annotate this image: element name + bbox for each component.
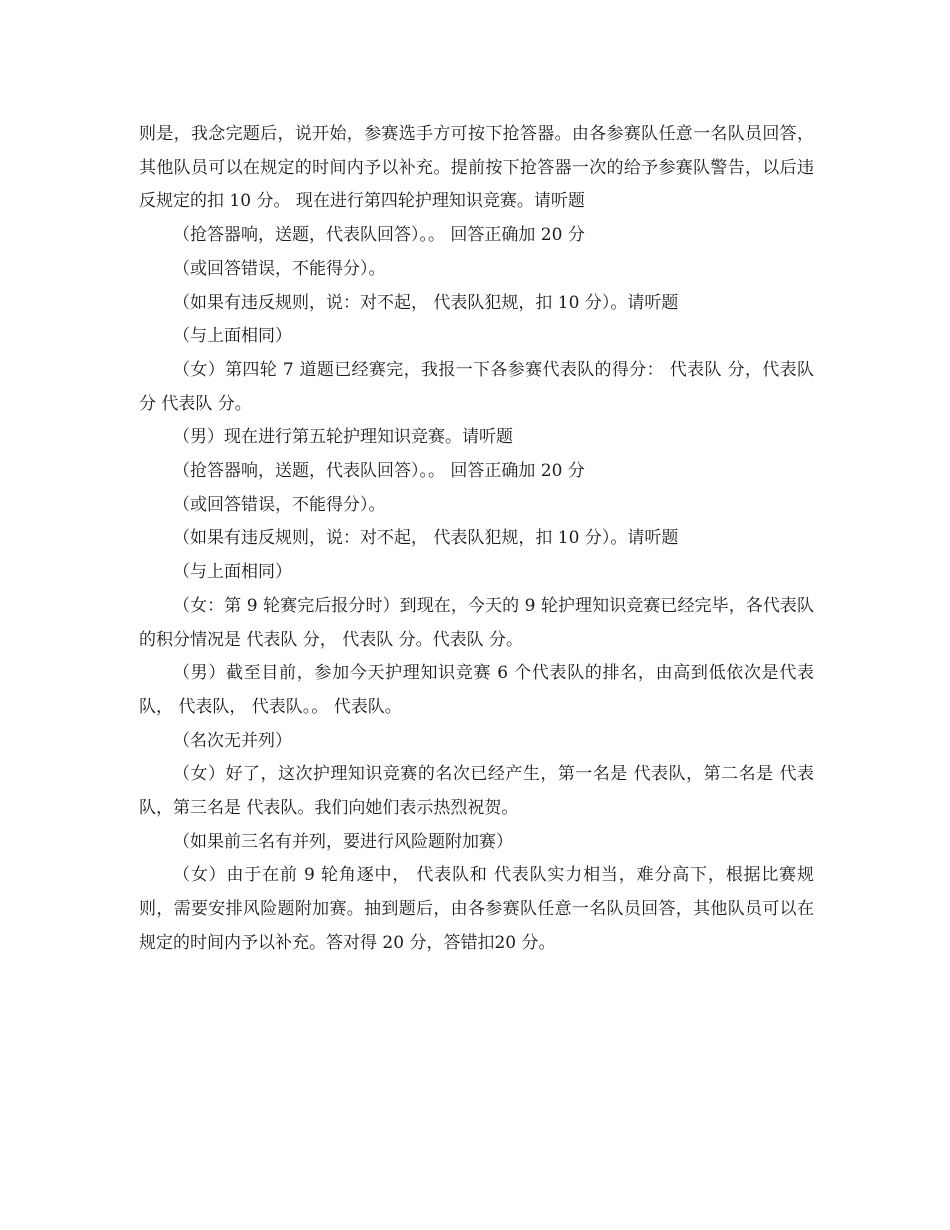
- paragraph-violation-round4: （如果有违反规则，说：对不起， 代表队犯规，扣 10 分）。请听题: [173, 292, 679, 313]
- document-body: [139, 118, 814, 961]
- paragraph-tie-note: （如果前三名有并列，要进行风险题附加赛）: [173, 831, 513, 852]
- paragraph-same-as-above-1: （与上面相同）: [173, 326, 292, 347]
- paragraph-wrong-answer-round4: （或回答错误，不能得分）。: [173, 258, 386, 279]
- paragraph-ranking: （男）截至目前，参加今天护理知识竞赛 6 个代表队的排名，由高到低依次是代表队， 代表队， 代表队。。 代表队。: [139, 663, 814, 717]
- paragraph-buzzer-round5: （抢答器响，送题，代表队回答）。。 回答正确加 20 分: [173, 461, 585, 482]
- paragraph-risk-round: （女）由于在前 9 轮角逐中， 代表队和 代表队实力相当，难分高下，根据比赛规则，需要安排风险题附加赛。抽到题后，由各参赛队任意一名队员回答，其他队员可以在规定的时间内予以补充。答对得 20 分，答错扣20 分。: [139, 865, 814, 953]
- paragraph-no-tie: （名次无并列）: [173, 730, 292, 751]
- paragraph-round9-scores: （女：第 9 轮赛完后报分时）到现在，今天的 9 轮护理知识竞赛已经完毕，各代表队的积分情况是 代表队 分， 代表队 分。代表队 分。: [139, 595, 814, 650]
- paragraph-violation-round5: （如果有违反规则，说：对不起， 代表队犯规，扣 10 分）。请听题: [173, 528, 679, 549]
- paragraph-buzzer-round4: （抢答器响，送题，代表队回答）。。 回答正确加 20 分: [173, 225, 585, 246]
- paragraph-round4-scores: （女）第四轮 7 道题已经赛完，我报一下各参赛代表队的得分： 代表队 分，代表队 分 代表队 分。: [139, 359, 814, 414]
- paragraph-same-as-above-2: （与上面相同）: [173, 562, 292, 583]
- paragraph-winners: （女）好了，这次护理知识竞赛的名次已经产生，第一名是 代表队，第二名是 代表队，第三名是 代表队。我们向她们表示热烈祝贺。: [139, 764, 814, 819]
- paragraph-wrong-answer-round5: （或回答错误，不能得分）。: [173, 494, 386, 515]
- paragraph-rules: 则是，我念完题后，说开始，参赛选手方可按下抢答器。由各参赛队任意一名队员回答，其他队员可以在规定的时间内予以补充。提前按下抢答器一次的给予参赛队警告，以后违反规定的扣 10 分。 现在进行第四轮护理知识竞赛。请听题: [139, 124, 814, 212]
- paragraph-round5-start: （男）现在进行第五轮护理知识竞赛。请听题: [173, 427, 513, 448]
